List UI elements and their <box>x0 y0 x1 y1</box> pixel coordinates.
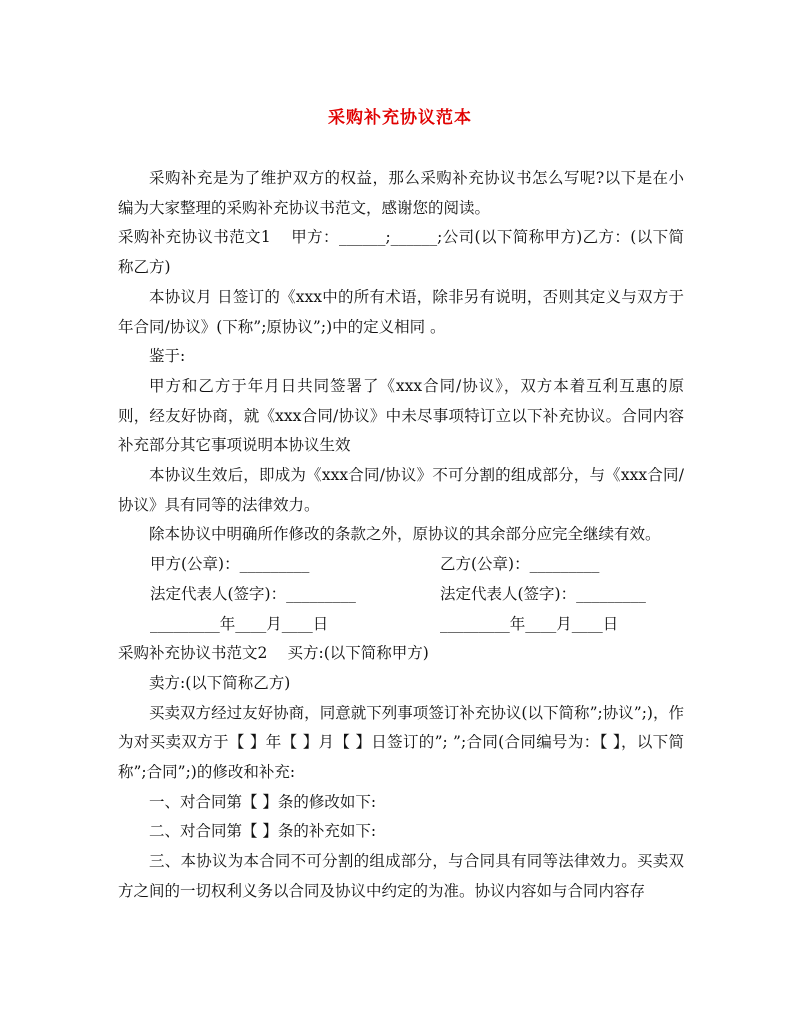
party-a-representative: 法定代表人(签字)：_________ <box>150 584 356 603</box>
sample2-buyer: 买方:(以下简称甲方) <box>287 644 429 663</box>
sample1-heading: 采购补充协议书范文1 <box>118 228 271 247</box>
sample1-paragraph-1: 本协议月 日签订的《xxx中的所有术语，除非另有说明，否则其定义与双方于 年合同/协议》(下称”;原协议”;)中的定义相同 。 <box>118 287 684 336</box>
signature-date-row <box>118 610 684 640</box>
party-b-date: _________年____月____日 <box>440 614 619 633</box>
sample2-paragraph-1: 买卖双方经过友好协商，同意就下列事项签订补充协议(以下简称”;协议”;)，作为对买卖双方于【 】年【 】月【 】日签订的”; ”;合同(合同编号为：【 】，以下简称”;合同”;)的修改和补充: <box>118 703 684 782</box>
signature-rep-row <box>118 580 684 610</box>
sample1-paragraph-4: 本协议生效后，即成为《xxx合同/协议》不可分割的组成部分，与《xxx合同/协议》具有同等的法律效力。 <box>118 466 684 514</box>
party-b-representative: 法定代表人(签字)：_________ <box>440 584 646 603</box>
sample1-paragraph-5: 除本协议中明确所作修改的条款之外，原协议的其余部分应完全继续有效。 <box>149 525 661 544</box>
intro-paragraph: 采购补充是为了维护双方的权益，那么采购补充协议书怎么写呢?以下是在小编为大家整理的采购补充协议书范文，感谢您的阅读。 <box>118 169 684 217</box>
sample1-heading-line <box>118 223 684 282</box>
sample2-item-1: 一、对合同第【 】条的修改如下: <box>149 792 377 811</box>
sample2-seller: 卖方:(以下简称乙方) <box>149 673 291 692</box>
sample1-paragraph-3: 甲方和乙方于年月日共同签署了《xxx合同/协议》，双方本着互利互惠的原则，经友好协商，就《xxx合同/协议》中未尽事项特订立以下补充协议。合同内容补充部分其它事项说明本协议生效 <box>118 376 684 455</box>
sample2-item-2: 二、对合同第【 】条的补充如下: <box>149 822 377 841</box>
document-body <box>118 164 684 907</box>
party-a-seal: 甲方(公章)：_________ <box>150 555 310 574</box>
document-title: 采购补充协议范本 <box>328 108 472 128</box>
signature-seal-row <box>118 550 684 580</box>
party-b-seal: 乙方(公章)：_________ <box>440 555 600 574</box>
sample2-item-3: 三、本协议为本合同不可分割的组成部分，与合同具有同等法律效力。买卖双方之间的一切权利义务以合同及协议中约定的为准。协议内容如与合同内容存 <box>118 852 684 900</box>
party-a-date: _________年____月____日 <box>150 614 329 633</box>
sample1-party-line: 甲方：______;______;公司(以下简称甲方)乙方：(以下简称乙方) <box>118 228 684 277</box>
sample2-heading-line <box>118 639 684 669</box>
sample2-heading: 采购补充协议书范文2 <box>118 644 268 663</box>
sample1-paragraph-2: 鉴于: <box>149 347 186 366</box>
